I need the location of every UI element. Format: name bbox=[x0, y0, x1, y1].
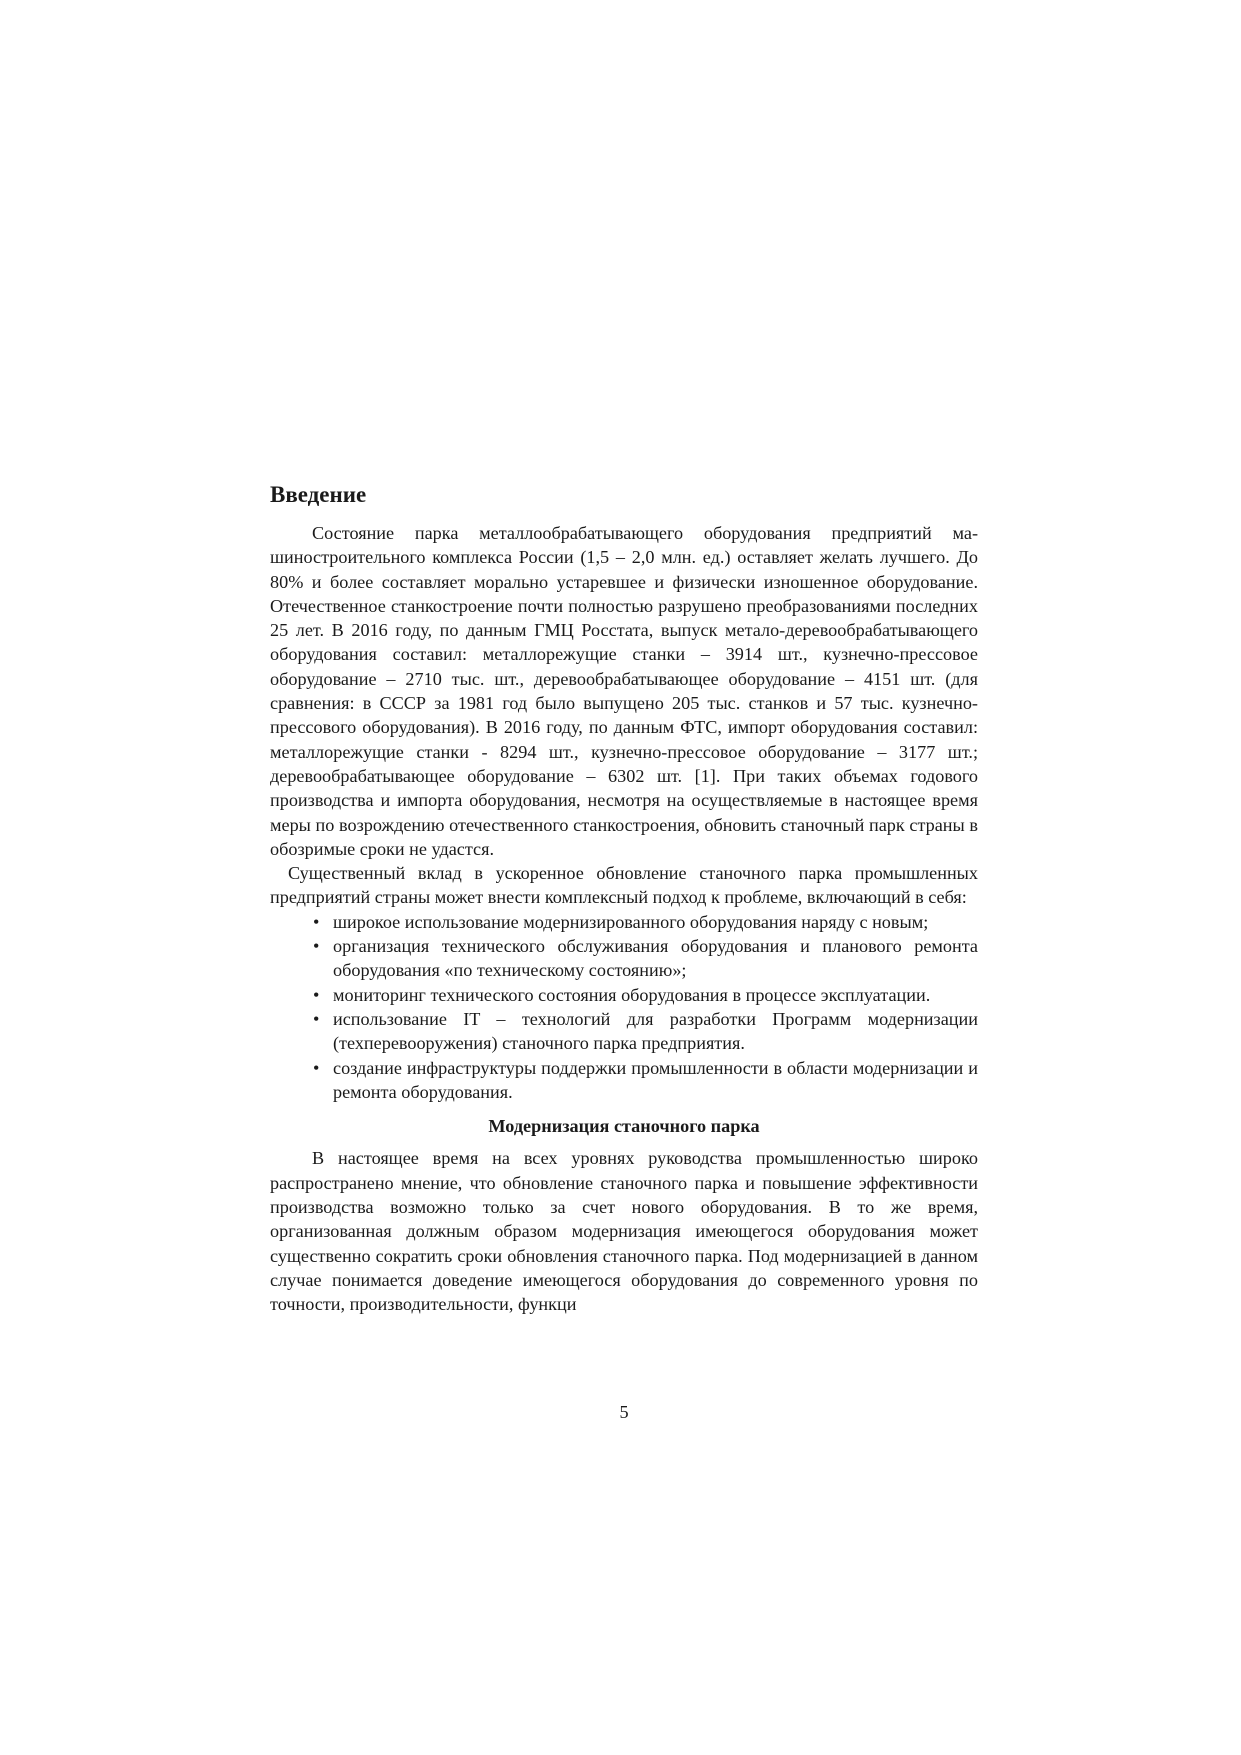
bullet-icon: • bbox=[313, 1057, 320, 1078]
list-item bbox=[313, 1056, 978, 1105]
bullet-icon: • bbox=[313, 1008, 320, 1029]
list-item bbox=[313, 983, 978, 1007]
list-item-text: широкое использование модернизированного оборудования наряду с новым; bbox=[333, 911, 929, 932]
list-item bbox=[313, 934, 978, 983]
bullet-icon: • bbox=[313, 936, 320, 957]
bullet-icon: • bbox=[313, 911, 320, 932]
modernization-paragraph: В настоящее время на всех уровнях руководства промышленностью широко распространено мнение, что обновление станочного парка и повышение эффективности производства возможно только за счет нового оборудования. В то же время, организованная должным образом модернизация имеющегося оборудования может существенно сократить сроки обновления станочного парка. Под модернизацией в данном случае понимается доведение имеющегося оборудования до современного уровня по точности, производительности, функци bbox=[270, 1148, 978, 1315]
list-item-text: мониторинг технического состояния оборудования в процессе эксплуатации. bbox=[333, 984, 931, 1005]
list-item bbox=[313, 910, 978, 934]
intro-paragraph: Состояние парка металлообрабатывающего оборудования предприятий машиностроительного комплекса России (1,5 – 2,0 млн. ед.) оставляет желать лучшего. До 80% и более составляет морально устаревшее и физически изношенное оборудование. Отечественное станкостроение почти полностью разрушено преобразованиями последних 25 лет. В 2016 году, по данным ГМЦ Росстата, выпуск метало-деревообрабатывающего оборудования составил: металлорежущие станки – 3914 шт., кузнечно-прессовое оборудование – 2710 тыс. шт., деревообрабатывающее оборудование – 4151 шт. (для сравнения: в СССР за 1981 год было выпущено 205 тыс. станков и 57 тыс. кузнечно-прессового оборудования). В 2016 году, по данным ФТС, импорт оборудования составил: металлорежущие станки - 8294 шт., кузнечно-прессовое оборудование – 3177 шт.; деревообрабатывающее оборудование – 6302 шт. [1]. При таких объемах годового производства и импорта оборудования, несмотря на осуществляемые в настоящее время меры по возрождению отечественного станкостроения, обновить станочный парк страны в обозримые сроки не удастся. bbox=[270, 523, 978, 859]
list-item bbox=[313, 1007, 978, 1056]
list-item-text: использование IT – технологий для разработки Программ модернизации (техперевооружения) станочного парка предприятия. bbox=[333, 1008, 978, 1054]
list-item-text: организация технического обслуживания оборудования и планового ремонта оборудования «по техническому состоянию»; bbox=[333, 936, 978, 981]
section-heading: Введение bbox=[270, 482, 367, 507]
subsection-heading: Модернизация станочного парка bbox=[488, 1116, 760, 1137]
bullet-icon: • bbox=[313, 984, 320, 1005]
approach-paragraph: Существенный вклад в ускоренное обновление станочного парка промышленных предприятий страны может внести комплексный подход к проблеме, включающий в себя: bbox=[270, 863, 978, 908]
list-item-text: создание инфраструктуры поддержки промышленности в области модернизации и ремонта оборудования. bbox=[333, 1057, 978, 1102]
page-content bbox=[270, 481, 978, 1317]
page-number: 5 bbox=[619, 1402, 629, 1422]
approach-bullet-list bbox=[270, 910, 978, 1104]
